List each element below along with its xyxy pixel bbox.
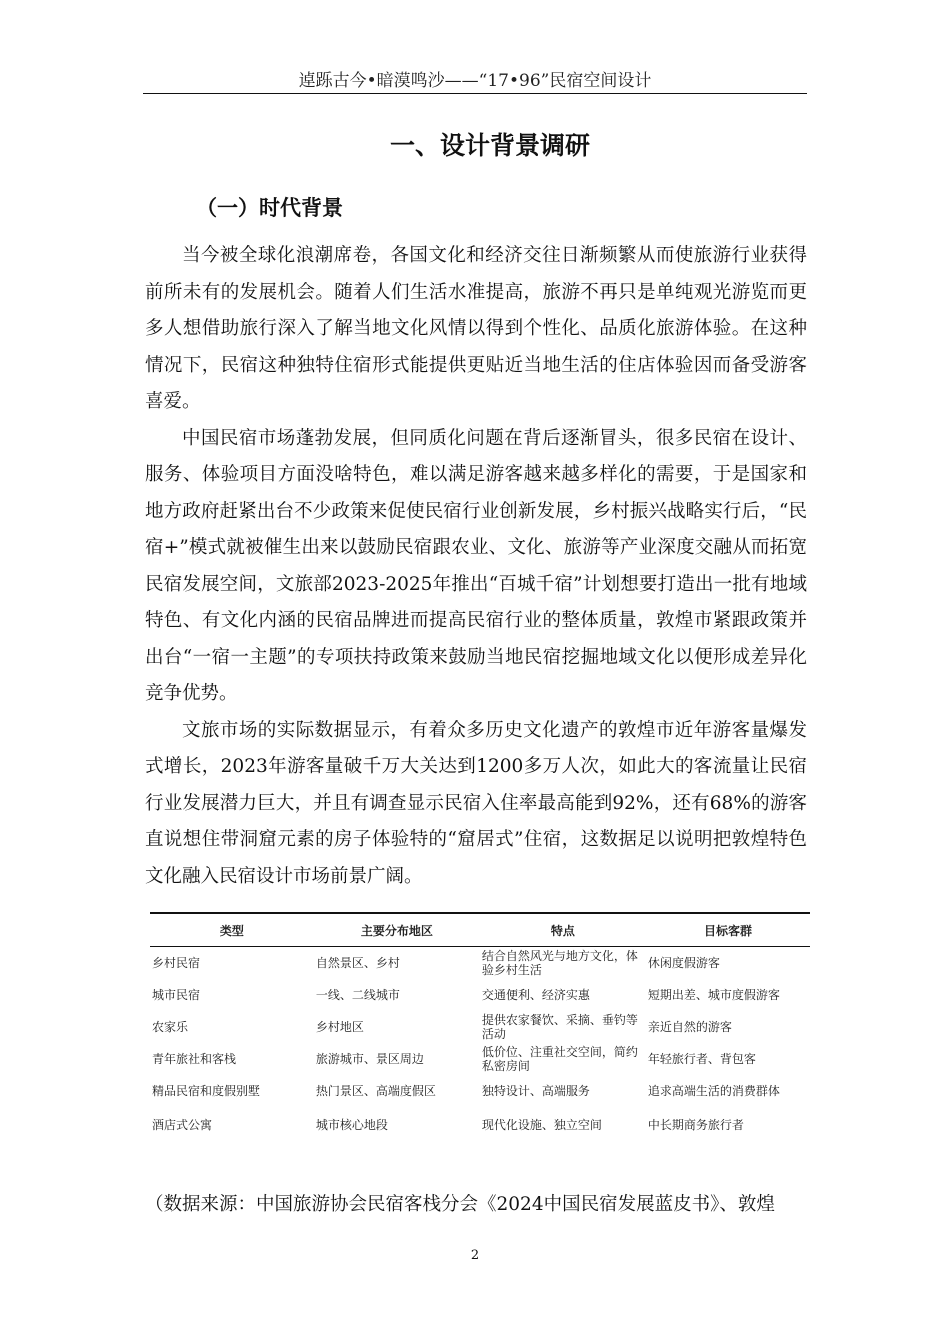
paragraph: 文旅市场的实际数据显示，有着众多历史文化遗产的敦煌市近年游客量爆发式增长，2023年游客量破千万大关达到1200多万人次，如此大的客流量让民宿行业发展潜力巨大，并且有调查显示民宿入住率最高能到92%，还有68%的游客直说想住带洞窟元素的房子体验特的“窟居式”住宿，这数据足以说明把敦煌特色文化融入民宿设计市场前景广阔。 <box>145 719 807 887</box>
table-cell: 乡村民宿 <box>152 956 201 970</box>
table-row <box>150 1075 810 1107</box>
table-cell: 城市民宿 <box>152 988 201 1002</box>
table-cell: 年轻旅行者、背包客 <box>647 1052 756 1066</box>
table-cell: 休闲度假游客 <box>647 956 720 970</box>
table-cell: 独特设计、高端服务 <box>481 1084 590 1098</box>
table-row <box>150 979 810 1011</box>
body-text <box>145 238 807 895</box>
table-cell: 旅游城市、景区周边 <box>315 1052 424 1066</box>
data-source-note: （数据来源：中国旅游协会民宿客栈分会《2024中国民宿发展蓝皮书》、敦煌 <box>145 1194 775 1215</box>
page-number: 2 <box>470 1248 480 1263</box>
paragraph: 当今被全球化浪潮席卷，各国文化和经济交往日渐频繁从而使旅游行业获得前所未有的发展机会。随着人们生活水准提高，旅游不再只是单纯观光游览而更多人想借助旅行深入了解当地文化风情以得到个性化、品质化旅游体验。在这种情况下，民宿这种独特住宿形式能提供更贴近当地生活的住店体验因而备受游客喜爱。 <box>145 245 807 412</box>
table-header-audience: 目标客群 <box>703 923 752 938</box>
table-cell: 提供农家餐饮、采摘、垂钓等活动 <box>481 1013 638 1041</box>
table-cell: 追求高端生活的消费群体 <box>647 1084 780 1098</box>
table-cell: 现代化设施、独立空间 <box>481 1118 602 1132</box>
table-cell: 酒店式公寓 <box>152 1118 213 1132</box>
subsection-title: （一）时代背景 <box>196 196 343 220</box>
table-cell: 城市核心地段 <box>315 1118 388 1132</box>
homestay-types-table <box>150 912 810 1143</box>
table-cell: 中长期商务旅行者 <box>647 1118 744 1132</box>
table-cell: 短期出差、城市度假游客 <box>647 988 780 1002</box>
table-row <box>150 947 810 980</box>
table-header-row <box>150 913 810 947</box>
section-title: 一、设计背景调研 <box>389 131 590 160</box>
table-header-features: 特点 <box>550 923 575 938</box>
table-header-type: 类型 <box>219 923 244 938</box>
table-row <box>150 1107 810 1143</box>
table-cell: 乡村地区 <box>315 1020 364 1034</box>
table-cell: 热门景区、高端度假区 <box>315 1084 436 1098</box>
table-cell: 结合自然风光与地方文化，体验乡村生活 <box>481 949 638 977</box>
table-row <box>150 1043 810 1075</box>
paragraph: 中国民宿市场蓬勃发展，但同质化问题在背后逐渐冒头，很多民宿在设计、服务、体验项目方面没啥特色，难以满足游客越来越多样化的需要，于是国家和地方政府赶紧出台不少政策来促使民宿行业创新发展，乡村振兴战略实行后，“民宿+”模式就被催生出来以鼓励民宿跟农业、文化、旅游等产业深度交融从而拓宽民宿发展空间，文旅部2023-2025年推出“百城千宿”计划想要打造出一批有地域特色、有文化内涵的民宿品牌进而提高民宿行业的整体质量，敦煌市紧跟政策并出台“一宿一主题”的专项扶持政策来鼓励当地民宿挖掘地域文化以便形成差异化竞争优势。 <box>145 427 807 704</box>
table-row <box>150 1011 810 1043</box>
running-header: 逴跞古今•暗漠鸣沙——“17•96”民宿空间设计 <box>143 66 807 94</box>
table-cell: 一线、二线城市 <box>315 988 400 1002</box>
table-cell: 农家乐 <box>152 1020 189 1034</box>
table-cell: 低价位、注重社交空间，简约私密房间 <box>481 1045 638 1073</box>
table-header-region: 主要分布地区 <box>360 923 433 938</box>
table-cell: 交通便利、经济实惠 <box>481 988 590 1002</box>
table-cell: 自然景区、乡村 <box>315 956 400 970</box>
table-cell: 精品民宿和度假别墅 <box>152 1084 261 1098</box>
table-cell: 青年旅社和客栈 <box>152 1052 237 1066</box>
table-cell: 亲近自然的游客 <box>647 1020 732 1034</box>
data-table <box>150 912 810 1143</box>
